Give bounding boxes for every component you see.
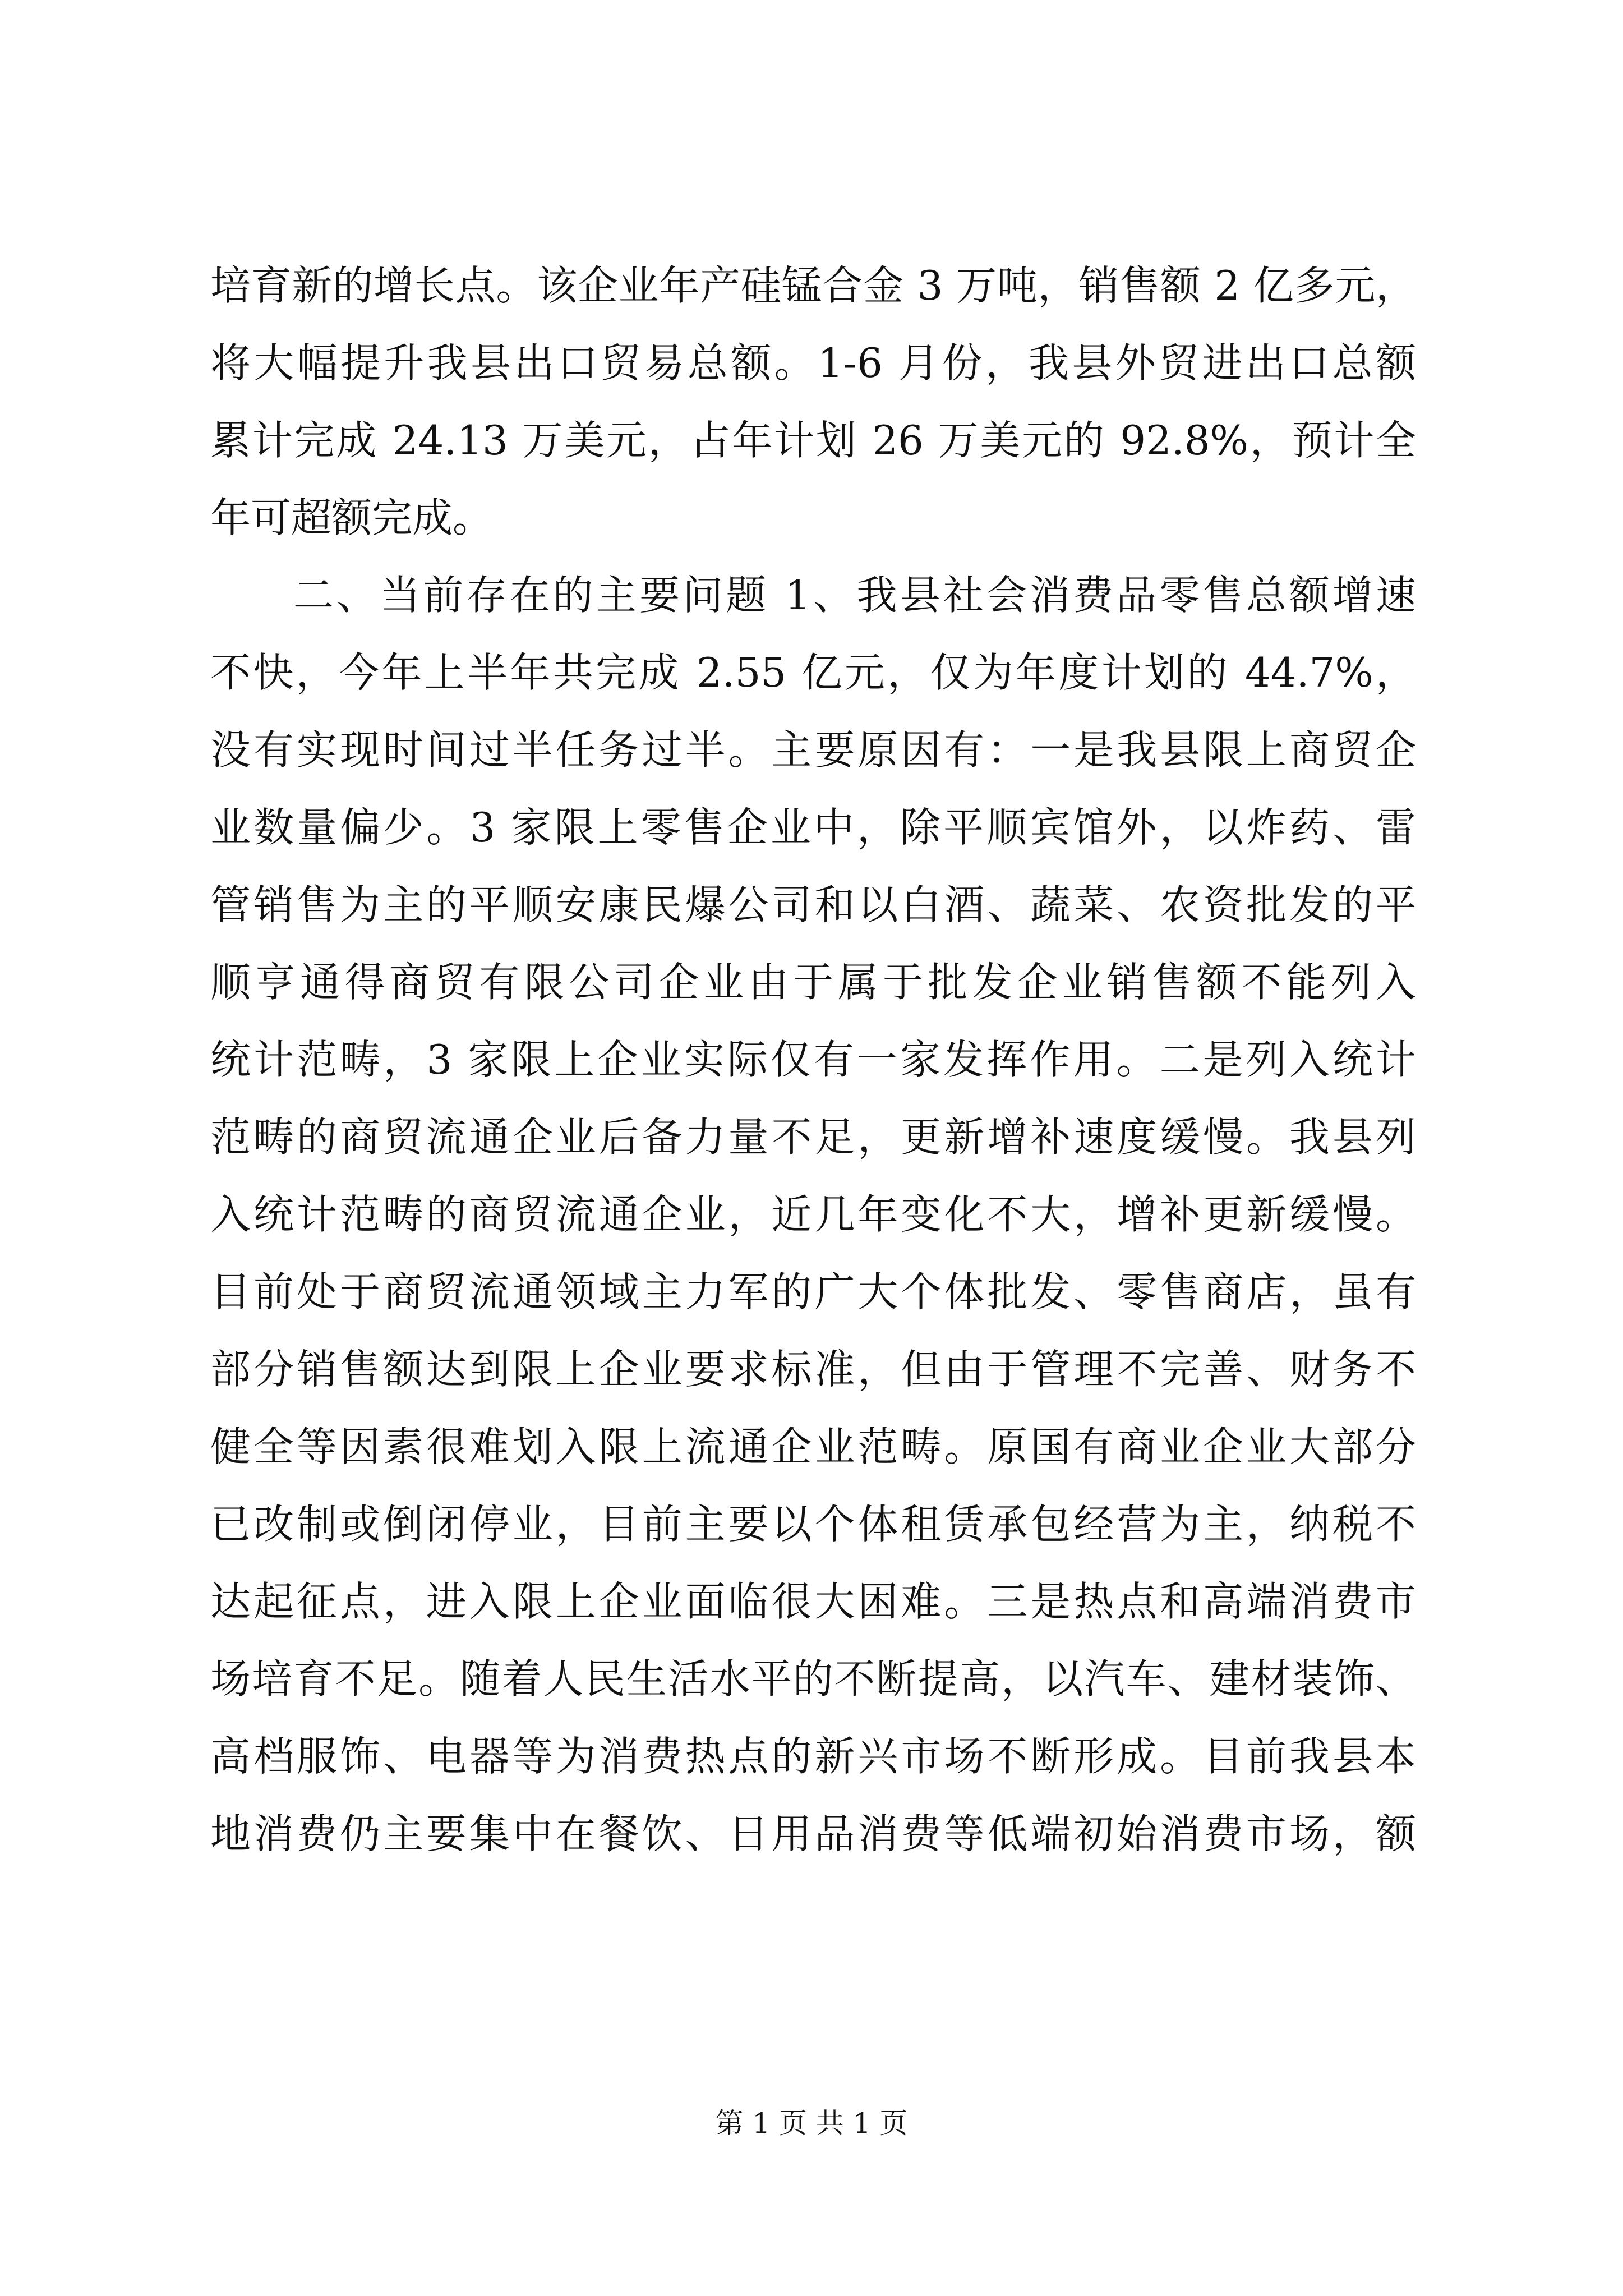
text-line: 年可超额完成。 <box>210 494 494 541</box>
text-line: 顺亨通得商贸有限公司企业由于属于批发企业销售额不能列入 <box>210 959 1416 1006</box>
text-line: 地消费仍主要集中在餐饮、日用品消费等低端初始消费市场，额 <box>210 1810 1416 1857</box>
text-line: 入统计范畴的商贸流通企业，近几年变化不大，增补更新缓慢。 <box>210 1191 1416 1238</box>
text-line: 达起征点，进入限上企业面临很大困难。三是热点和高端消费市 <box>210 1578 1416 1625</box>
text-line: 累计完成 24.13 万美元，占年计划 26 万美元的 92.8%，预计全 <box>210 417 1416 464</box>
page-footer <box>0 2106 1623 2140</box>
text-line: 统计范畴，3 家限上企业实际仅有一家发挥作用。二是列入统计 <box>210 1036 1416 1083</box>
text-line: 将大幅提升我县出口贸易总额。1-6 月份，我县外贸进出口总额 <box>210 339 1416 386</box>
page-number-label: 第 1 页 共 1 页 <box>715 2107 908 2139</box>
text-line: 高档服饰、电器等为消费热点的新兴市场不断形成。目前我县本 <box>210 1733 1416 1780</box>
text-line: 健全等因素很难划入限上流通企业范畴。原国有商业企业大部分 <box>210 1423 1416 1470</box>
text-line: 培育新的增长点。该企业年产硅锰合金 3 万吨，销售额 2 亿多元， <box>210 262 1416 309</box>
text-line: 已改制或倒闭停业，目前主要以个体租赁承包经营为主，纳税不 <box>210 1501 1416 1548</box>
text-line: 范畴的商贸流通企业后备力量不足，更新增补速度缓慢。我县列 <box>210 1114 1416 1161</box>
text-line: 管销售为主的平顺安康民爆公司和以白酒、蔬菜、农资批发的平 <box>210 881 1416 928</box>
text-line: 部分销售额达到限上企业要求标准，但由于管理不完善、财务不 <box>210 1346 1416 1393</box>
text-line: 场培育不足。随着人民生活水平的不断提高，以汽车、建材装饰、 <box>210 1655 1416 1703</box>
text-line: 目前处于商贸流通领域主力军的广大个体批发、零售商店，虽有 <box>210 1268 1416 1315</box>
text-line: 不快，今年上半年共完成 2.55 亿元，仅为年度计划的 44.7%， <box>210 649 1416 696</box>
section-heading-line: 二、当前存在的主要问题 1、我县社会消费品零售总额增速 <box>293 572 1416 619</box>
text-line: 业数量偏少。3 家限上零售企业中，除平顺宾馆外，以炸药、雷 <box>210 804 1416 851</box>
text-line: 没有实现时间过半任务过半。主要原因有：一是我县限上商贸企 <box>210 726 1416 774</box>
body-text <box>210 247 1416 1872</box>
